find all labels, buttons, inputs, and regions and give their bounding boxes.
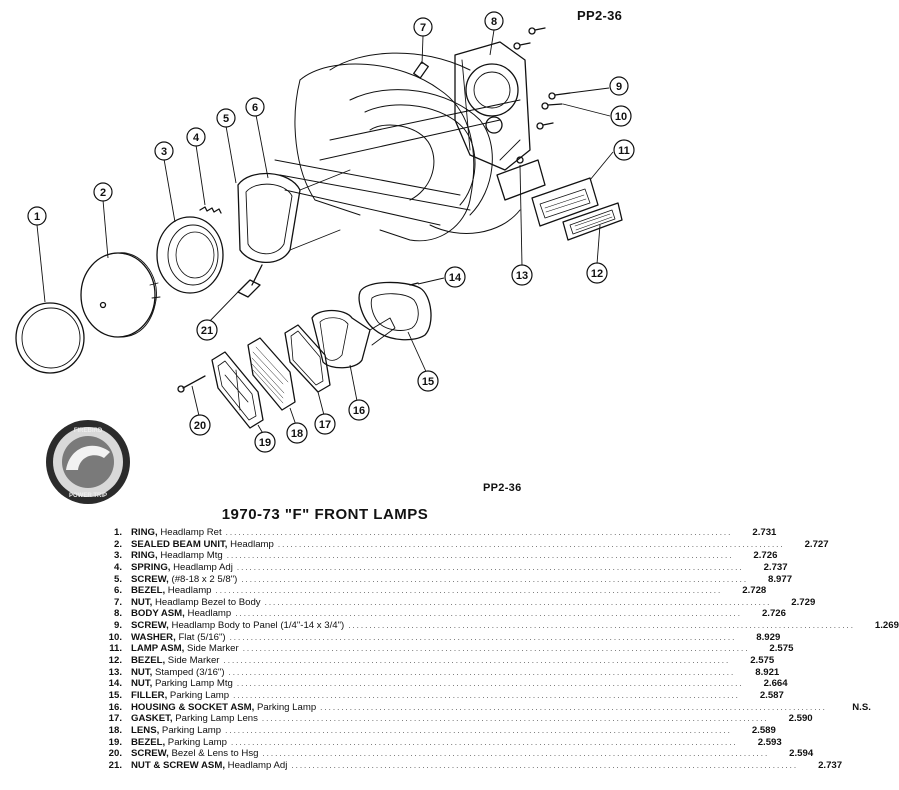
- part-row: [95, 538, 829, 551]
- part-row: [95, 527, 777, 539]
- callout-14: [445, 267, 465, 287]
- part-name: WASHER,: [131, 631, 176, 643]
- svg-text:6: 6: [251, 102, 259, 114]
- part-detail: Stamped (3/16"): [152, 666, 225, 678]
- part-row: [95, 655, 775, 667]
- part-description: [131, 597, 261, 609]
- part-code: 8.977: [768, 573, 793, 585]
- part-row: [95, 724, 776, 737]
- part-code: 2.664: [763, 678, 788, 690]
- headlamp-adjust-spring: [200, 207, 221, 213]
- dot-leader: ........................................................................................................................: [230, 737, 738, 747]
- part-name: NUT,: [131, 678, 153, 690]
- part-code: 2.731: [752, 527, 777, 538]
- part-row: [95, 759, 843, 772]
- dot-leader: ........................................................................................................................: [235, 609, 742, 619]
- part-name: SCREW,: [131, 573, 169, 585]
- part-name: BEZEL,: [131, 655, 166, 667]
- part-description: [131, 643, 239, 655]
- part-detail: Parking Lamp: [159, 724, 222, 736]
- part-description: [131, 760, 287, 772]
- figure-code: PP2-36: [483, 482, 522, 494]
- part-description: [131, 667, 225, 679]
- dot-leader: ........................................................................................................................: [242, 644, 750, 654]
- dot-leader: ........................................................................................................................: [261, 714, 769, 724]
- callout-2: [94, 183, 112, 201]
- part-number: 20.: [108, 748, 122, 760]
- part-number: 3.: [113, 550, 122, 562]
- callout-13: [512, 265, 532, 285]
- part-code: 2.593: [757, 736, 782, 748]
- part-code: 2.728: [742, 585, 767, 597]
- page-code: PP2-36: [577, 8, 623, 23]
- adjuster-nut-screw: [238, 265, 262, 297]
- part-name: BODY ASM,: [131, 608, 185, 620]
- part-row: [95, 620, 899, 632]
- screws-washers: [514, 28, 570, 163]
- part-detail: Headlamp Adj: [170, 561, 233, 573]
- part-row: [95, 666, 780, 679]
- svg-text:8: 8: [490, 16, 498, 28]
- callout-17: [315, 414, 335, 434]
- svg-text:4: 4: [192, 132, 200, 144]
- dot-leader: ........................................................................................................................: [225, 725, 732, 735]
- dot-leader: ........................................................................................................................: [233, 690, 740, 700]
- part-name: SEALED BEAM UNIT,: [131, 538, 228, 550]
- part-name: BEZEL,: [131, 736, 166, 748]
- dot-leader: ........................................................................................................................: [277, 539, 785, 549]
- part-row: [95, 608, 786, 620]
- part-code: N.S.: [852, 701, 871, 713]
- part-number: 15.: [108, 689, 122, 701]
- dot-leader: ........................................................................................................................: [223, 656, 731, 666]
- part-description: [131, 527, 222, 539]
- part-description: [131, 702, 316, 714]
- part-number: 13.: [108, 666, 122, 678]
- part-code: 2.589: [751, 724, 776, 736]
- side-marker-bezel: [563, 203, 622, 240]
- part-row: [95, 573, 793, 586]
- svg-text:12: 12: [590, 268, 604, 280]
- part-description: [131, 574, 237, 586]
- part-description: [131, 725, 221, 737]
- callout-1: [28, 207, 46, 225]
- fender-outline: [275, 53, 520, 241]
- svg-text:9: 9: [615, 81, 623, 93]
- svg-text:7: 7: [419, 22, 427, 34]
- part-row: [95, 713, 813, 725]
- part-code: 2.737: [818, 759, 843, 771]
- part-detail: Flat (5/16"): [175, 631, 226, 643]
- part-description: [131, 748, 258, 760]
- svg-text:10: 10: [614, 111, 628, 123]
- svg-text:3: 3: [160, 146, 168, 158]
- part-detail: Headlamp Bezel to Body: [152, 596, 261, 608]
- part-detail: Headlamp: [227, 538, 274, 550]
- part-detail: Parking Lamp: [165, 736, 227, 748]
- callout-6: [246, 98, 264, 116]
- headlamp-mounting-ring: [157, 217, 223, 293]
- part-number: 16.: [108, 701, 122, 713]
- dot-leader: ........................................................................................................................: [320, 702, 827, 712]
- page-title: 1970-73 "F" FRONT LAMPS: [221, 506, 429, 523]
- part-number: 11.: [109, 643, 122, 655]
- part-description: [131, 585, 212, 597]
- part-row: [95, 643, 794, 655]
- sealed-beam-unit: [81, 253, 160, 337]
- callout-21: [197, 320, 217, 340]
- svg-text:1: 1: [33, 211, 41, 223]
- logo-text-bottom: POWER TRIP: [68, 493, 108, 499]
- part-name: GASKET,: [131, 713, 173, 725]
- part-number: 8.: [113, 608, 122, 620]
- part-code: 2.727: [804, 538, 829, 550]
- dot-leader: ........................................................................................................................: [264, 597, 772, 607]
- callouts: [28, 12, 634, 452]
- callout-15: [418, 371, 438, 391]
- part-description: [131, 655, 220, 667]
- svg-text:15: 15: [421, 376, 435, 388]
- part-name: SPRING,: [131, 561, 171, 573]
- callout-3: [155, 142, 173, 160]
- headlamp-bezel: [238, 170, 350, 262]
- bezel-screw: [178, 376, 205, 392]
- part-number: 6.: [113, 585, 122, 597]
- part-row: [95, 678, 788, 690]
- part-detail: Headlamp Body to Panel (1/4"-14 x 3/4"): [168, 620, 345, 632]
- svg-text:17: 17: [318, 419, 332, 431]
- part-number: 2.: [113, 538, 122, 550]
- bezel-nut: [414, 62, 429, 78]
- part-description: [131, 550, 223, 562]
- callout-12: [587, 263, 607, 283]
- part-number: 1.: [113, 527, 122, 538]
- part-detail: Parking Lamp Lens: [172, 713, 258, 725]
- part-detail: Parking Lamp Mtg: [152, 678, 233, 690]
- part-description: [131, 678, 233, 690]
- part-code: 8.921: [755, 666, 780, 678]
- part-description: [131, 737, 227, 749]
- part-number: 14.: [108, 678, 122, 690]
- part-row: [95, 596, 816, 609]
- part-detail: Parking Lamp: [167, 689, 230, 701]
- part-number: 5.: [113, 573, 122, 585]
- headlamp-retaining-ring: [16, 303, 84, 373]
- callout-10: [611, 106, 631, 126]
- callout-8: [485, 12, 503, 30]
- callout-9: [610, 77, 628, 95]
- callout-4: [187, 128, 205, 146]
- callout-5: [217, 109, 235, 127]
- part-name: NUT,: [131, 666, 153, 678]
- callout-16: [349, 400, 369, 420]
- dot-leader: ........................................................................................................................: [262, 749, 770, 759]
- part-row: [95, 689, 784, 702]
- part-detail: (#8-18 x 2 5/8"): [168, 573, 238, 585]
- part-name: BEZEL,: [131, 585, 166, 597]
- part-number: 10.: [108, 631, 122, 643]
- part-code: 1.269: [874, 620, 899, 632]
- part-number: 4.: [113, 561, 122, 573]
- part-row: [95, 585, 767, 597]
- part-name: FILLER,: [131, 689, 168, 701]
- part-description: [131, 632, 226, 644]
- part-row: [95, 561, 788, 574]
- svg-text:21: 21: [200, 325, 214, 337]
- dot-leader: ........................................................................................................................: [228, 667, 736, 677]
- part-detail: Bezel & Lens to Hsg: [168, 748, 259, 760]
- part-number: 18.: [108, 724, 122, 736]
- part-code: 2.587: [759, 689, 784, 701]
- dot-leader: ........................................................................................................................: [215, 586, 723, 596]
- callout-20: [190, 415, 210, 435]
- svg-text:19: 19: [258, 437, 272, 449]
- part-code: 2.726: [761, 608, 786, 620]
- part-description: [131, 539, 274, 551]
- dot-leader: ........................................................................................................................: [241, 574, 749, 584]
- part-number: 7.: [113, 596, 122, 608]
- part-detail: Headlamp Adj: [224, 759, 288, 771]
- part-number: 12.: [108, 655, 122, 667]
- svg-text:2: 2: [99, 187, 107, 199]
- part-code: 2.737: [763, 561, 788, 573]
- part-row: [95, 631, 781, 644]
- part-code: 2.575: [750, 655, 775, 667]
- part-row: [95, 550, 778, 562]
- exploded-diagram: [0, 0, 650, 500]
- part-name: HOUSING & SOCKET ASM,: [131, 701, 255, 713]
- part-number: 9.: [113, 620, 122, 632]
- part-code: 2.594: [789, 748, 814, 760]
- part-detail: Headlamp: [165, 585, 212, 597]
- part-code: 2.590: [788, 713, 813, 725]
- callout-19: [255, 432, 275, 452]
- part-name: SCREW,: [131, 748, 169, 760]
- part-row: [95, 701, 871, 714]
- callout-11: [614, 140, 634, 160]
- part-name: LENS,: [131, 724, 160, 736]
- power-trip-logo: [46, 420, 130, 504]
- dot-leader: ........................................................................................................................: [291, 760, 799, 770]
- part-detail: Parking Lamp: [254, 701, 317, 713]
- svg-text:16: 16: [352, 405, 366, 417]
- part-number: 21.: [108, 759, 122, 771]
- svg-text:13: 13: [515, 270, 529, 282]
- svg-text:5: 5: [222, 113, 230, 125]
- part-name: SCREW,: [131, 620, 169, 632]
- part-description: [131, 620, 344, 632]
- part-detail: Headlamp: [184, 608, 232, 620]
- dot-leader: ........................................................................................................................: [348, 621, 855, 631]
- dot-leader: ........................................................................................................................: [225, 528, 733, 537]
- callout-7: [414, 18, 432, 36]
- svg-text:14: 14: [448, 272, 462, 284]
- part-number: 17.: [108, 713, 122, 725]
- part-code: 8.929: [756, 631, 781, 643]
- parking-lamp-housing: [312, 311, 395, 368]
- callout-18: [287, 423, 307, 443]
- part-detail: Side Marker: [165, 655, 220, 667]
- svg-text:20: 20: [193, 420, 207, 432]
- dot-leader: ........................................................................................................................: [226, 551, 734, 561]
- part-detail: Headlamp Ret: [157, 527, 222, 538]
- part-number: 19.: [108, 736, 122, 748]
- part-code: 2.575: [769, 643, 794, 655]
- part-name: RING,: [131, 550, 158, 562]
- dot-leader: ........................................................................................................................: [236, 679, 744, 689]
- part-detail: Side Marker: [184, 643, 239, 655]
- part-name: NUT & SCREW ASM,: [131, 759, 225, 771]
- part-description: [131, 562, 233, 574]
- part-name: RING,: [131, 527, 158, 538]
- dot-leader: ........................................................................................................................: [229, 632, 737, 642]
- logo-text-top: FIREBIRD: [73, 428, 103, 434]
- part-code: 2.729: [791, 596, 816, 608]
- parking-lamp-bezel: [212, 352, 263, 428]
- parts-list: [95, 527, 899, 771]
- part-name: NUT,: [131, 596, 153, 608]
- part-description: [131, 713, 258, 725]
- part-detail: Headlamp Mtg: [157, 550, 223, 562]
- part-description: [131, 608, 231, 620]
- svg-text:11: 11: [618, 145, 630, 157]
- svg-text:18: 18: [290, 428, 304, 440]
- part-code: 2.726: [753, 550, 778, 562]
- part-description: [131, 690, 229, 702]
- dot-leader: ........................................................................................................................: [236, 562, 744, 572]
- part-name: LAMP ASM,: [131, 643, 185, 655]
- part-row: [95, 748, 814, 760]
- part-row: [95, 736, 782, 749]
